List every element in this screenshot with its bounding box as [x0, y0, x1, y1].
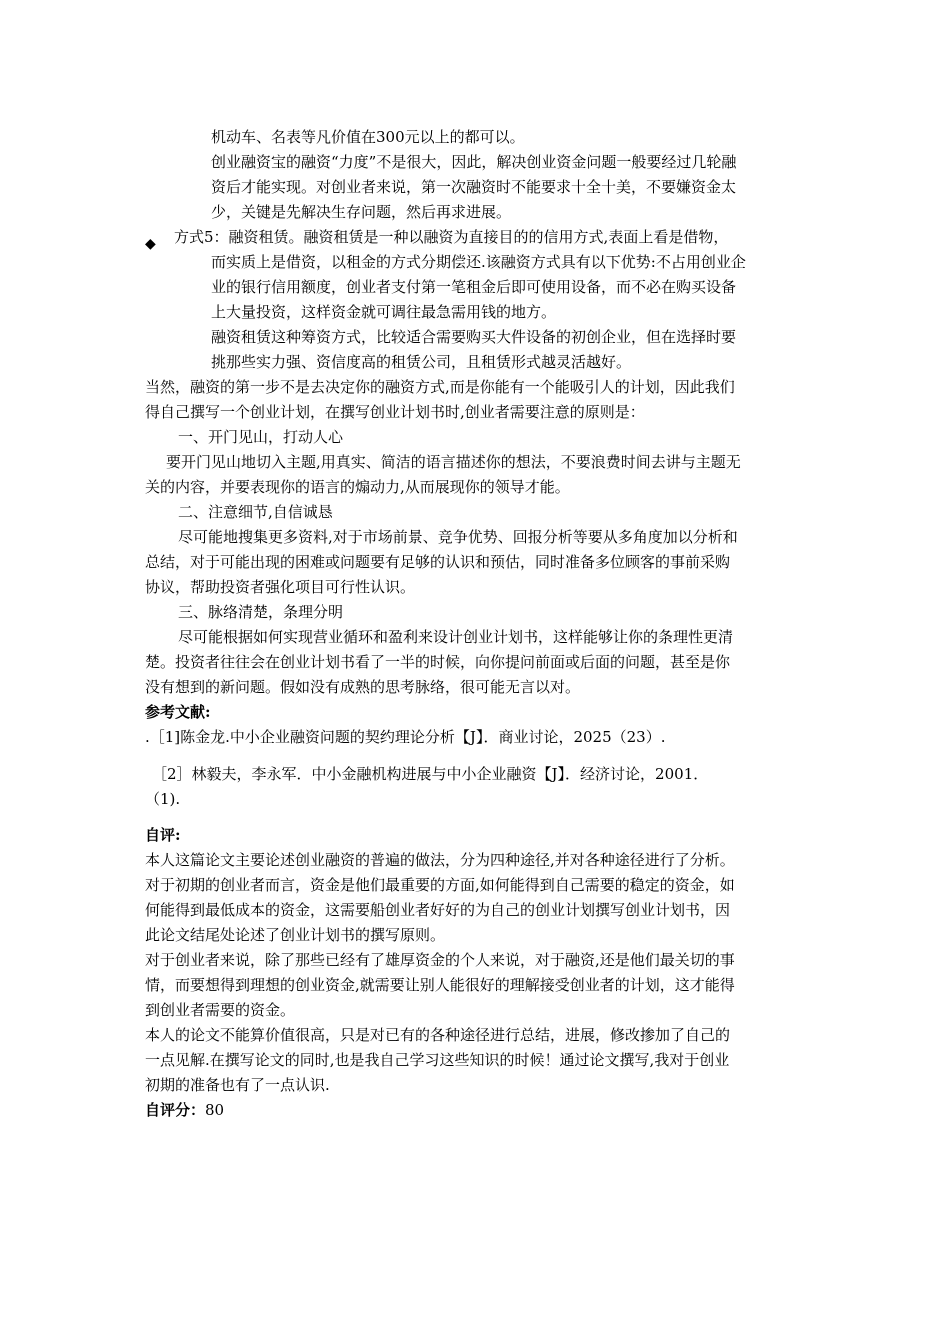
principle-1-line-1: 要开门见山地切入主题,用真实、简洁的语言描述你的想法，不要浪费时间去讲与主题无: [166, 453, 741, 471]
self-review-line-9: 一点见解.在撰写论文的同时,也是我自己学习这些知识的时候！通过论文撰写,我对于创业: [145, 1051, 730, 1069]
self-review-line-3: 何能得到最低成本的资金，这需要船创业者好好的为自己的创业计划撰写创业计划书，因: [145, 901, 731, 919]
self-review-line-6: 情，而要想得到理想的创业资金,就需要让别人能很好的理解接受创业者的计划，这才能得: [145, 976, 735, 994]
self-score: [145, 1098, 224, 1122]
self-review-line-4: 此论文结尾处论述了创业计划书的撰写原则。: [145, 926, 446, 944]
method5-line-6: 挑那些实力强、资信度高的租赁公司，且租赁形式越灵活越好。: [211, 353, 632, 371]
self-review-line-5: 对于创业者来说，除了那些已经有了雄厚资金的个人来说，对于融资,还是他们最关切的事: [145, 951, 735, 969]
self-score-label: 自评分：: [145, 1101, 206, 1119]
reference-2: ［2］林毅夫，李永军．中小金融机构进展与中小企业融资【J】．经济讨论，2001．: [152, 765, 709, 783]
self-review-line-2: 对于初期的创业者而言，资金是他们最重要的方面,如何能得到自己需要的稳定的资金，如: [145, 876, 735, 894]
principle-2-line-2: 总结，对于可能出现的困难或问题要有足够的认识和预估，同时准备多位顾客的事前采购: [145, 553, 731, 571]
method5-line-5: 融资租赁这种筹资方式，比较适合需要购买大件设备的初创企业，但在选择时要: [211, 328, 737, 346]
reference-2-cont: （1).: [145, 790, 181, 808]
self-review-line-1: 本人这篇论文主要论述创业融资的普遍的做法，分为四种途径,并对各种途径进行了分析。: [145, 851, 735, 869]
principle-1-line-2: 关的内容，并要表现你的语言的煽动力,从而展现你的领导才能。: [145, 478, 570, 496]
method4-line-2: 创业融资宝的融资“力度”不是很大，因此，解决创业资金问题一般要经过几轮融: [211, 153, 737, 171]
principle-3-heading: 三、脉络清楚，条理分明: [178, 603, 344, 621]
method4-line-1: 机动车、名表等凡价值在300元以上的都可以。: [211, 128, 525, 146]
method5-line-4: 上大量投资，这样资金就可调往最急需用钱的地方。: [211, 303, 557, 321]
method5-line-2: 而实质上是借资，以租金的方式分期偿还.该融资方式具有以下优势:不占用创业企: [211, 253, 746, 271]
principle-2-heading: 二、注意细节,自信诚恳: [178, 503, 333, 521]
diamond-bullet-icon: ◆: [145, 236, 156, 252]
self-score-value: 80: [205, 1101, 225, 1119]
principle-3-line-2: 楚。投资者往往会在创业计划书看了一半的时候，向你提问前面或后面的问题，甚至是你: [145, 653, 731, 671]
principle-3-line-1: 尽可能根据如何实现营业循环和盈利来设计创业计划书，这样能够让你的条理性更清: [178, 628, 734, 646]
references-title: 参考文献:: [145, 703, 211, 721]
principle-1-heading: 一、开门见山，打动人心: [178, 428, 344, 446]
principle-2-line-1: 尽可能地搜集更多资料,对于市场前景、竞争优势、回报分析等要从多角度加以分析和: [178, 528, 738, 546]
method4-line-4: 少，关键是先解决生存问题，然后再求进展。: [211, 203, 512, 221]
self-review-line-7: 到创业者需要的资金。: [145, 1001, 296, 1019]
intro-line-2: 得自己撰写一个创业计划，在撰写创业计划书时,创业者需要注意的原则是：: [145, 403, 645, 421]
principle-2-line-3: 协议，帮助投资者强化项目可行性认识。: [145, 578, 416, 596]
intro-line-1: 当然，融资的第一步不是去决定你的融资方式,而是你能有一个能吸引人的计划，因此我们: [145, 378, 735, 396]
principle-3-line-3: 没有想到的新问题。假如没有成熟的思考脉络，很可能无言以对。: [145, 678, 581, 696]
self-review-title: 自评:: [145, 826, 181, 844]
method5-line-1: 方式5：融资租赁。融资租赁是一种以融资为直接目的的信用方式,表面上看是借物，: [174, 228, 729, 246]
reference-1: .［1]陈金龙.中小企业融资问题的契约理论分析【J】．商业讨论，2025（23）.: [145, 728, 666, 746]
method5-line-3: 业的银行信用额度，创业者支付第一笔租金后即可使用设备，而不必在购买设备: [211, 278, 737, 296]
self-review-line-10: 初期的准备也有了一点认识.: [145, 1076, 330, 1094]
self-review-line-8: 本人的论文不能算价值很高，只是对已有的各种途径进行总结，进展，修改掺加了自己的: [145, 1026, 731, 1044]
method4-line-3: 资后才能实现。对创业者来说，第一次融资时不能要求十全十美，不要嫌资金太: [211, 178, 737, 196]
